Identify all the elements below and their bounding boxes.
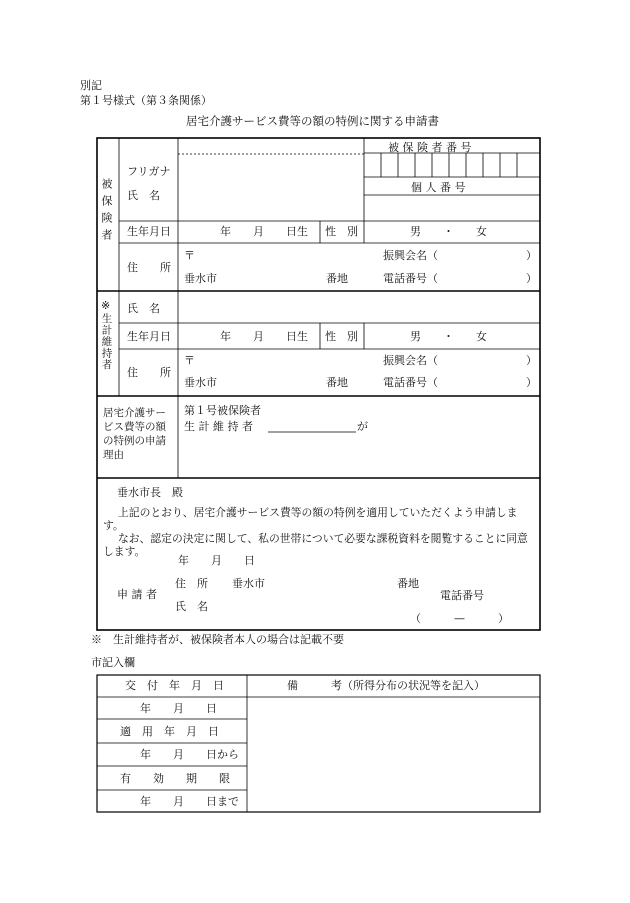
city-use-title: 市記入欄 <box>91 656 135 669</box>
insured-postal-mark: 〒 <box>184 249 195 262</box>
reason-label: 居宅介護サービス費等の額の特例の申請理由 <box>103 407 166 461</box>
reason-line2: 生 計 維 持 者 <box>184 420 253 433</box>
insured-number-label: 被 保 険 者 番 号 <box>388 141 472 154</box>
maintainer-address-label: 住 所 <box>127 366 171 379</box>
declaration-date: 年 月 日 <box>178 554 255 567</box>
applicant-phone-field: （ — ） <box>410 612 509 625</box>
applicant-label: 申 請 者 <box>117 588 157 601</box>
insured-name-label: 氏 名 <box>127 189 160 202</box>
insured-address-label: 住 所 <box>127 261 171 274</box>
maintainer-city: 垂水市 <box>184 376 217 389</box>
maintainer-name-label: 氏 名 <box>127 302 160 315</box>
maintainer-banchi: 番地 <box>326 376 348 389</box>
reason-line1: 第１号被保険者 <box>184 404 261 417</box>
delivery-date-header: 交 付 年 月 日 <box>125 679 224 692</box>
maintainer-birth-date: 年 月 日生 <box>220 330 308 343</box>
validity-until: 年 月 日まで <box>140 795 239 808</box>
maintainer-section-label: 生計維持者 <box>100 313 113 371</box>
reason-suffix: が <box>357 420 368 433</box>
remarks-header: 備 考（所得分布の状況等を記入） <box>287 679 485 692</box>
maintainer-section-mark: ※ <box>101 299 111 312</box>
declaration-para1: 上記のとおり、居宅介護サービス費等の額の特例を適用していただくよう申請します。 <box>103 506 518 532</box>
insured-phone: 電話番号（ ） <box>383 272 537 285</box>
delivery-date-value: 年 月 日 <box>140 702 217 715</box>
maintainer-phone: 電話番号（ ） <box>383 376 537 389</box>
insured-birth-label: 生年月日 <box>127 225 171 238</box>
applicant-city: 垂水市 <box>232 577 265 590</box>
maintainer-shinkokai: 振興会名（ ） <box>383 354 537 367</box>
maintainer-birth-label: 生年月日 <box>127 330 171 343</box>
maintainer-postal-mark: 〒 <box>184 354 195 367</box>
applicant-banchi: 番地 <box>397 577 419 590</box>
furigana-label: フリガナ <box>127 165 171 178</box>
apply-date-from: 年 月 日から <box>140 748 239 761</box>
declaration-para2: なお、認定の決定に関して、私の世帯について必要な課税資料を閲覧することに同意します。 <box>103 532 528 558</box>
insured-city: 垂水市 <box>184 272 217 285</box>
applicant-address-label: 住 所 <box>175 577 208 590</box>
validity-header: 有 効 期 限 <box>120 772 230 785</box>
maintainer-sex-options: 男 ・ 女 <box>410 330 487 343</box>
insured-birth-date: 年 月 日生 <box>220 225 308 238</box>
apply-date-header: 適 用 年 月 日 <box>120 725 219 738</box>
applicant-phone-label: 電話番号 <box>440 589 484 602</box>
appendix-label: 別記 <box>80 79 102 92</box>
footnote: ※ 生計維持者が、被保険者本人の場合は記載不要 <box>91 633 344 646</box>
form-number: 第１号様式（第３条関係） <box>80 94 212 107</box>
insured-sex-options: 男 ・ 女 <box>410 225 487 238</box>
insured-section-label: 被保険者 <box>100 178 113 246</box>
form-title: 居宅介護サービス費等の額の特例に関する申請書 <box>186 114 439 128</box>
applicant-name-label: 氏 名 <box>175 600 208 613</box>
my-number-label: 個 人 番 号 <box>411 181 466 194</box>
insured-sex-label: 性 別 <box>325 225 358 238</box>
insured-shinkokai: 振興会名（ ） <box>383 249 537 262</box>
maintainer-sex-label: 性 別 <box>325 330 358 343</box>
insured-banchi: 番地 <box>326 272 348 285</box>
addressee: 垂水市長 殿 <box>117 486 183 499</box>
